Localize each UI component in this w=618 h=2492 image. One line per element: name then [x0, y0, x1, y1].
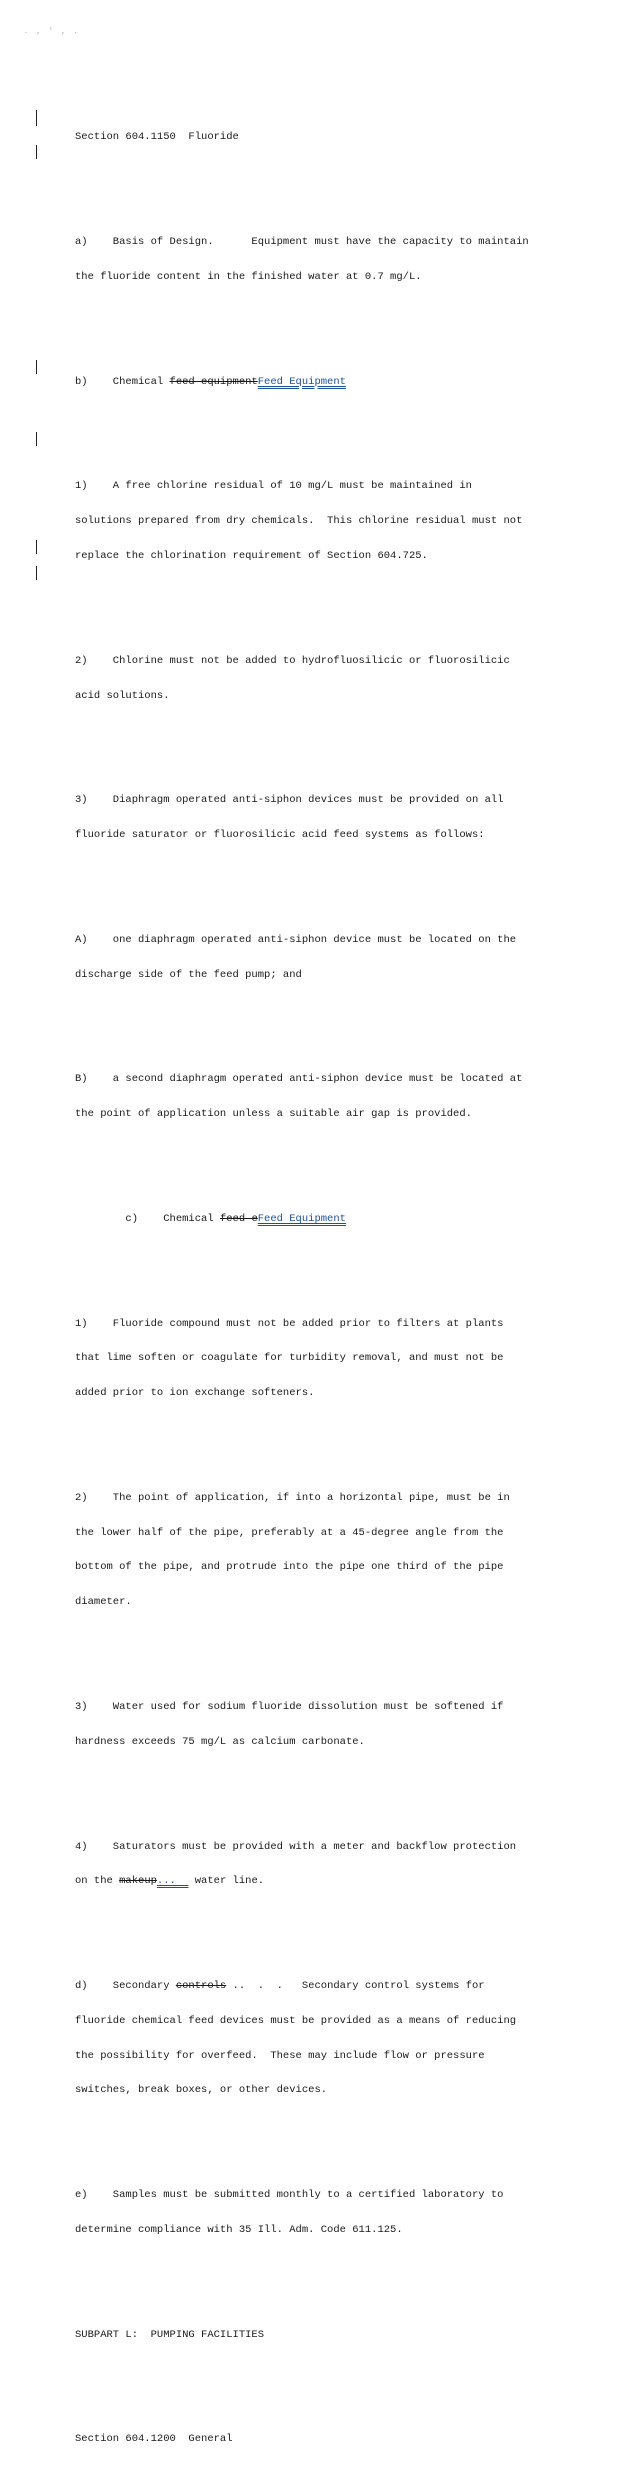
text-line: switches, break boxes, or other devices. [75, 2084, 328, 2097]
text-line: Section 604.1200 General [75, 2433, 233, 2446]
revision-bar [36, 540, 37, 554]
paragraph-e [75, 2167, 545, 2260]
text-line: 2) The point of application, if into a horizontal pipe, must be in [75, 1491, 510, 1504]
paragraph-b3 [75, 772, 545, 865]
text-run: Secondary control systems for [282, 1980, 485, 1993]
paragraph-b2 [75, 633, 545, 726]
deleted-text: controls [175, 1980, 227, 1993]
text-line: replace the chlorination requirement of Section 604.725. [75, 549, 428, 562]
paragraph-bA [75, 912, 545, 1005]
paragraph-c3 [75, 1679, 545, 1772]
text-line: A) one diaphragm operated anti-siphon device must be located on the [75, 933, 517, 946]
text-run: .. . . [226, 1980, 283, 1993]
text-line: bottom of the pipe, and protrude into the pipe one third of the pipe [75, 1561, 504, 1574]
section-heading [75, 109, 545, 167]
text-line: SUBPART L: PUMPING FACILITIES [75, 2328, 265, 2341]
paragraph-c1 [75, 1295, 545, 1423]
scan-specks: . , ' , . [24, 28, 80, 36]
text-line: that lime soften or coagulate for turbidity removal, and must not be [75, 1352, 504, 1365]
deleted-text: feed e [219, 1212, 258, 1225]
text-line: the lower half of the pipe, preferably at a 45-degree angle from the [75, 1526, 504, 1539]
text-line: acid solutions. [75, 689, 170, 702]
text-line: 3) Water used for sodium fluoride dissolution must be softened if [75, 1701, 504, 1713]
text-line: Section 604.1150 Fluoride [75, 131, 239, 144]
text-run: water line. [188, 1875, 265, 1888]
inserted-text: Feed Equipment [257, 375, 346, 388]
text-line: solutions prepared from dry chemicals. This chlorine residual must not [75, 515, 523, 528]
paragraph-d [75, 1958, 545, 2120]
text-line: 3) Diaphragm operated anti-siphon devices must be provided on all [75, 794, 504, 807]
text-line: e) Samples must be submitted monthly to a certified laboratory to [75, 2189, 504, 2202]
paragraph-a [75, 214, 545, 307]
text-line: added prior to ion exchange softeners. [75, 1387, 315, 1400]
revision-bar [36, 432, 37, 446]
text-line: the fluoride content in the finished water at 0.7 mg/L. [75, 270, 422, 283]
inserted-text: ... [156, 1875, 189, 1888]
text-line: determine compliance with 35 Ill. Adm. Code 611.125. [75, 2223, 403, 2236]
text-line: 1) A free chlorine residual of 10 mg/L must be maintained in [75, 480, 472, 493]
deleted-text: makeup [119, 1875, 157, 1888]
revision-bar [36, 110, 37, 126]
text-line [75, 1876, 545, 1888]
text-line: hardness exceeds 75 mg/L as calcium carbonate. [75, 1735, 365, 1748]
text-line: the possibility for overfeed. These may include flow or pressure [75, 2049, 485, 2062]
paragraph-c4 [75, 1818, 545, 1911]
text-line: diameter. [75, 1596, 132, 1609]
text-line: discharge side of the feed pump; and [75, 968, 302, 981]
text-line: 1) Fluoride compound must not be added prior to filters at plants [75, 1317, 504, 1330]
text-line [75, 1981, 545, 1993]
revision-bar [36, 145, 37, 159]
text-line: B) a second diaphragm operated anti-siphon device must be located at [75, 1073, 523, 1086]
text-run: c) Chemical [75, 1212, 220, 1225]
paragraph-bB [75, 1051, 545, 1144]
deleted-text: feed equipment [169, 375, 258, 388]
subpart-heading [75, 2307, 545, 2365]
paragraph-b [75, 353, 545, 411]
text-run: d) Secondary [75, 1980, 176, 1993]
text-line: fluoride chemical feed devices must be provided as a means of reducing [75, 2014, 517, 2027]
text-line [75, 1214, 545, 1226]
text-line: 2) Chlorine must not be added to hydrofluosilicic or fluorosilicic [75, 654, 510, 667]
text-line: 4) Saturators must be provided with a meter and backflow protection [75, 1840, 517, 1853]
paragraph-c [75, 1191, 545, 1249]
revision-bar [36, 566, 37, 580]
text-line: the point of application unless a suitable air gap is provided. [75, 1108, 472, 1121]
text-line [75, 377, 545, 389]
document-body [75, 86, 545, 2492]
text-line: a) Basis of Design. Equipment must have the capacity to maintain [75, 236, 529, 249]
revision-bar [36, 360, 37, 374]
inserted-text: Feed Equipment [257, 1212, 346, 1225]
text-line: fluoride saturator or fluorosilicic acid feed systems as follows: [75, 829, 485, 842]
text-run: b) Chemical [75, 375, 170, 388]
section-heading-2 [75, 2411, 545, 2469]
paragraph-b1 [75, 458, 545, 586]
paragraph-c2 [75, 1470, 545, 1632]
text-run: on the [75, 1875, 120, 1888]
